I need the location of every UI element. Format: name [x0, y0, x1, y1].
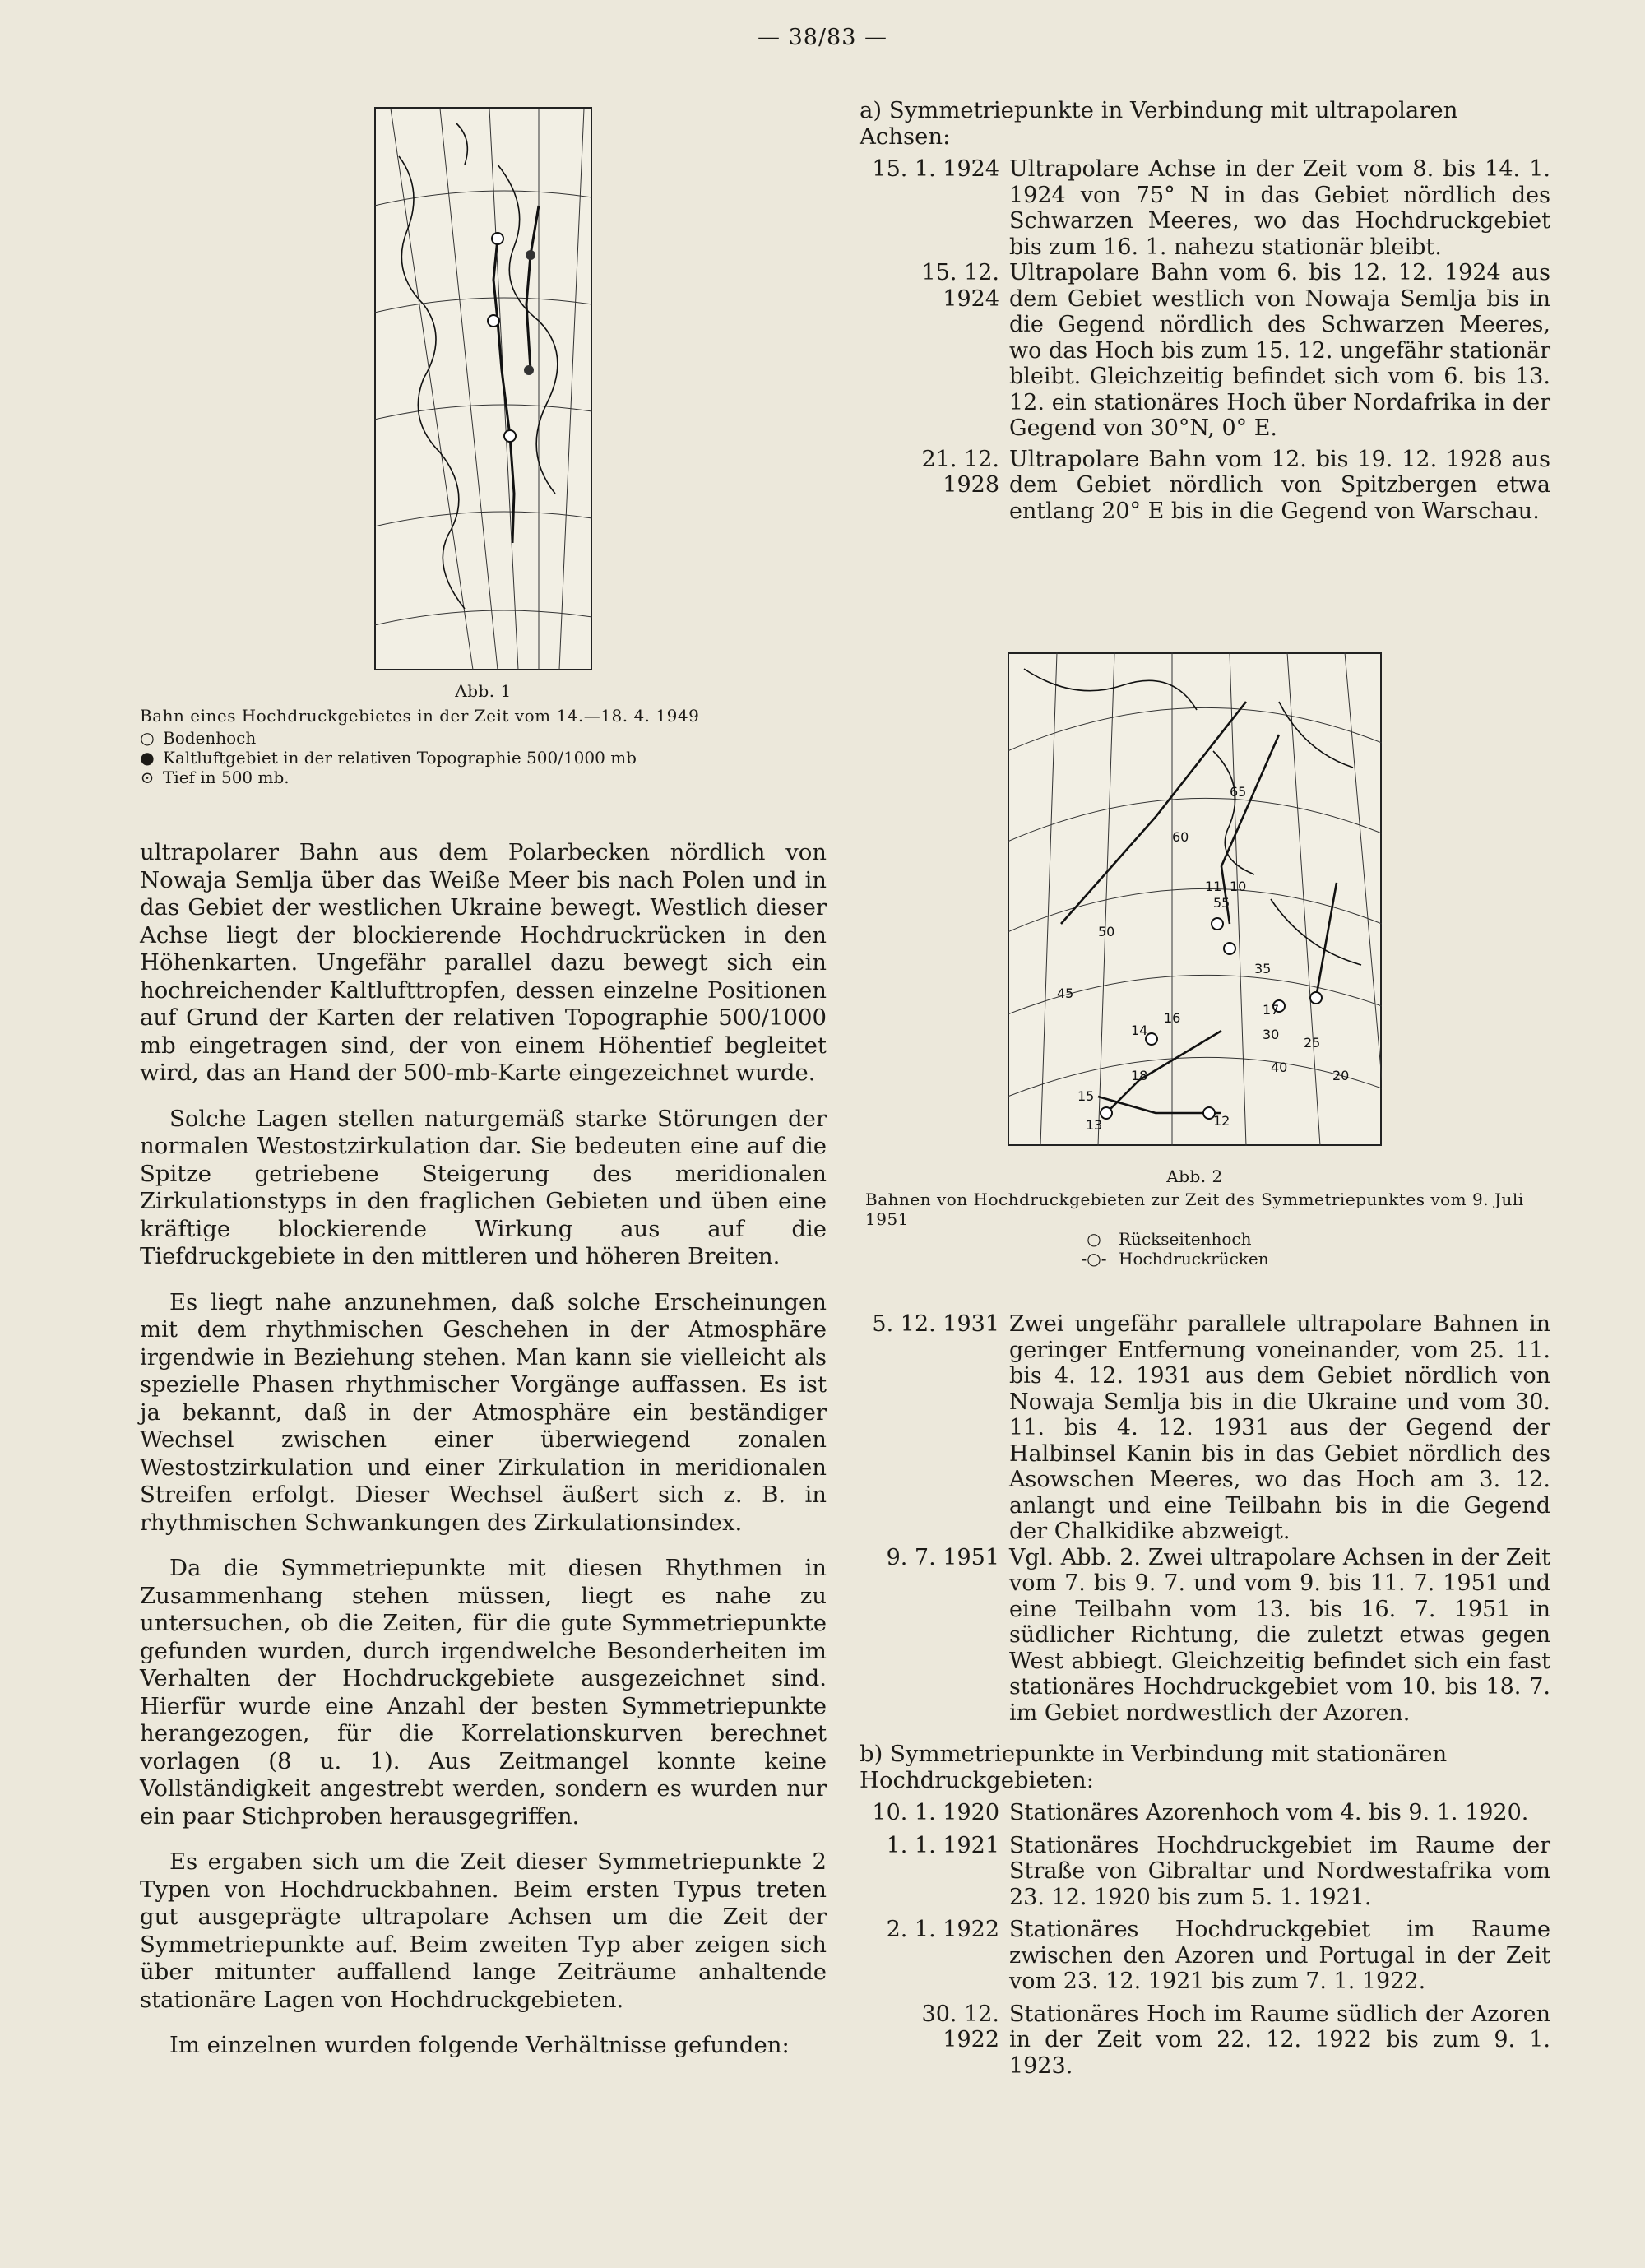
- map-number: 13: [1086, 1117, 1103, 1133]
- legend-text: Kaltluftgebiet in der relativen Topographie 500/1000 mb: [163, 748, 637, 768]
- legend-text: Tief in 500 mb.: [163, 768, 290, 787]
- section-b-heading: b) Symmetriepunkte in Verbindung mit stationären Hochdruckgebieten:: [860, 1741, 1448, 1793]
- figure-2: [1008, 652, 1382, 1146]
- kaltluft-symbol-icon: ●: [140, 748, 155, 768]
- entry-text: Stationäres Azorenhoch vom 4. bis 9. 1. 1920.: [1009, 1800, 1529, 1825]
- entry-text: Stationäres Hoch im Raume südlich der Azoren in der Zeit vom 22. 12. 1922 bis zum 9. 1. 1923.: [1009, 2001, 1550, 2079]
- map-number: 50: [1098, 924, 1115, 939]
- right-column-bottom: [860, 1311, 1550, 2079]
- paragraph: Solche Lagen stellen naturgemäß starke Störungen der normalen Westostzirkulation dar. Sie bedeuten eine auf die Spitze getriebene Steigerung des meridionalen Zirkulationstyps in den fraglichen Gebieten und üben eine kräftige blockierende Wirkung aus auf die Tiefdruckgebiete in den mittleren und höheren Breiten.: [140, 1105, 827, 1269]
- bodenhoch-symbol-icon: ○: [140, 728, 155, 748]
- figure-1-label: Abb. 1: [455, 681, 512, 701]
- map-number: 30: [1263, 1027, 1280, 1042]
- map-number: 20: [1332, 1068, 1350, 1083]
- map-number: 65: [1230, 784, 1247, 800]
- map-number: 55: [1213, 895, 1230, 911]
- legend-item: [140, 728, 831, 748]
- figure-2-caption: Bahnen von Hochdruckgebieten zur Zeit des Symmetriepunktes vom 9. Juli 1951: [865, 1190, 1524, 1229]
- entry-text: Stationäres Hochdruckgebiet im Raume zwischen den Azoren und Portugal in der Zeit vom 23. 12. 1921 bis zum 7. 1. 1922.: [1009, 1917, 1550, 1994]
- entry-date: 15. 12. 1924: [921, 260, 999, 312]
- entry-date: 15. 1. 1924: [872, 156, 999, 182]
- map-number: 45: [1057, 986, 1074, 1001]
- map-number: 17: [1263, 1002, 1280, 1018]
- list-item: [860, 1545, 1550, 1727]
- figure-1-legend: [140, 728, 831, 787]
- list-item: [860, 156, 1550, 260]
- list-item: [860, 260, 1550, 442]
- map-number: 12: [1213, 1113, 1230, 1129]
- list-item: [860, 447, 1550, 525]
- map-number: 18: [1131, 1068, 1148, 1083]
- paragraph: Da die Symmetriepunkte mit diesen Rhythmen in Zusammenhang stehen müssen, liegt es nahe zu untersuchen, ob die Zeiten, für die gute Symmetriepunkte gefunden wurden, durch irgendwelche Besonderheiten im Verhalten der Hochdruckgebiete ausgezeichnet sind. Hierfür wurde eine Anzahl der besten Symmetriepunkte herangezogen, für die Korrelationskurven berechnet vorlagen (8 u. 1). Aus Zeitmangel konnte keine Vollständigkeit angestrebt werden, sondern es wurden nur ein paar Stichproben herausgegriffen.: [140, 1555, 827, 1830]
- entry-date: 9. 7. 1951: [886, 1544, 999, 1570]
- paragraph: ultrapolarer Bahn aus dem Polarbecken nördlich von Nowaja Semlja über das Weiße Meer bis nach Polen und in das Gebiet der westlichen Ukraine bewegt. Westlich dieser Achse liegt der blockierende Hochdruckrücken in den Höhenkarten. Ungefähr parallel dazu bewegt sich ein hochreichender Kaltlufttropfen, dessen einzelne Positionen auf Grund der Karten der relativen Topographie 500/1000 mb eingetragen sind, der von einem Höhentief begleitet wird, das an Hand der 500-mb-Karte eingezeichnet wurde.: [140, 839, 827, 1086]
- legend-text: Hochdruckrücken: [1119, 1249, 1269, 1269]
- rueckseitenhoch-symbol-icon: ○: [1087, 1229, 1101, 1249]
- figure-2-label: Abb. 2: [1166, 1166, 1223, 1186]
- legend-item: [1077, 1249, 1489, 1269]
- map-number: 14: [1131, 1023, 1148, 1038]
- paragraph: Es ergaben sich um die Zeit dieser Symmetriepunkte 2 Typen von Hochdruckbahnen. Beim ersten Typus treten gut ausgeprägte ultrapolare Achsen um die Zeit der Symmetriepunkte auf. Beim zweiten Typ aber zeigen sich über mitunter auffallend lange Zeiträume anhaltende stationäre Lagen von Hochdruckgebieten.: [140, 1848, 827, 2013]
- hochdruckruecken-symbol-icon: -○-: [1081, 1249, 1107, 1269]
- list-item: [860, 1833, 1550, 1911]
- entry-text: Zwei ungefähr parallele ultrapolare Bahnen in geringer Entfernung voneinander, vom 25. 11. bis 4. 12. 1931 aus dem Gebiet nördlich von Nowaja Semlja bis in die Ukraine und vom 30. 11. bis 4. 12. 1931 aus der Gegend der Halbinsel Kanin bis in das Gebiet nördlich des Asowschen Meeres, wo das Hoch am 3. 12. anlangt und eine Teilbahn bis in die Gegend der Chalkidike abzweigt.: [1009, 1311, 1550, 1544]
- map-number: 60: [1172, 829, 1189, 845]
- entry-text: Ultrapolare Bahn vom 6. bis 12. 12. 1924 aus dem Gebiet westlich von Nowaja Semlja bis in die Gegend nördlich des Schwarzen Meeres, wo das Hoch bis zum 15. 12. ungefähr stationär bleibt. Gleichzeitig befindet sich vom 6. bis 13. 12. ein stationäres Hoch über Nordafrika in der Gegend von 30°N, 0° E.: [1009, 260, 1550, 441]
- map-number: 40: [1271, 1060, 1288, 1075]
- paragraph: Es liegt nahe anzunehmen, daß solche Erscheinungen mit dem rhythmischen Geschehen in der Atmosphäre irgendwie in Beziehung stehen. Man kann sie vielleicht als spezielle Phasen rhythmischer Vorgänge auffassen. Es ist ja bekannt, daß in der Atmosphäre ein beständiger Wechsel zwischen einer überwiegend zonalen Westostzirkulation und einer Zirkulation in meridionalen Streifen erfolgt. Dieser Wechsel äußert sich z. B. in rhythmischen Schwankungen des Zirkulationsindex.: [140, 1288, 827, 1536]
- section-a-heading: a) Symmetriepunkte in Verbindung mit ultrapolaren Achsen:: [860, 97, 1458, 150]
- map-number: 16: [1164, 1010, 1181, 1026]
- entry-date: 1. 1. 1921: [886, 1832, 999, 1858]
- figure-2-legend: [1077, 1229, 1489, 1269]
- legend-text: Bodenhoch: [163, 728, 257, 748]
- figure-1-caption: Bahn eines Hochdruckgebietes in der Zeit vom 14.—18. 4. 1949: [140, 706, 700, 726]
- map-number: 11: [1205, 879, 1222, 894]
- map-number: 15: [1077, 1088, 1095, 1104]
- page-number: — 38/83 —: [758, 25, 887, 50]
- right-column-top: [860, 97, 1550, 524]
- entry-text: Vgl. Abb. 2. Zwei ultrapolare Achsen in der Zeit vom 7. bis 9. 7. und vom 9. bis 11. 7. 1951 und eine Teilbahn vom 13. bis 16. 7. 1951 in südlicher Richtung, die zuletzt etwas gegen West abbiegt. Gleichzeitig befindet sich ein fast stationäres Hochdruckgebiet vom 10. bis 18. 7. im Gebiet nordwestlich der Azoren.: [1009, 1544, 1550, 1726]
- entry-text: Ultrapolare Achse in der Zeit vom 8. bis 14. 1. 1924 von 75° N in das Gebiet nördlich des Schwarzen Meeres, wo das Hochdruckgebiet bis zum 16. 1. nahezu stationär bleibt.: [1009, 156, 1550, 260]
- figure-2-map: [1008, 652, 1382, 1146]
- paragraph: Im einzelnen wurden folgende Verhältnisse gefunden:: [169, 2032, 790, 2058]
- legend-item: [140, 748, 831, 768]
- entry-date: 5. 12. 1931: [872, 1311, 999, 1337]
- entry-date: 21. 12. 1928: [921, 446, 999, 498]
- entry-text: Ultrapolare Bahn vom 12. bis 19. 12. 1928 aus dem Gebiet nördlich von Spitzbergen etwa entlang 20° E bis in die Gegend von Warschau.: [1009, 446, 1550, 524]
- entry-date: 10. 1. 1920: [872, 1800, 999, 1825]
- list-item: [860, 1311, 1550, 1545]
- map-number: 35: [1254, 961, 1272, 976]
- entry-text: Stationäres Hochdruckgebiet im Raume der Straße von Gibraltar und Nordwestafrika vom 23. 12. 1920 bis zum 5. 1. 1921.: [1009, 1832, 1550, 1910]
- entry-date: 2. 1. 1922: [886, 1917, 999, 1942]
- legend-item: [1077, 1229, 1489, 1249]
- map-number: 25: [1304, 1035, 1321, 1051]
- figure-1: [374, 107, 592, 670]
- figure-1-map: [374, 107, 592, 670]
- list-item: [860, 1800, 1550, 1826]
- entry-date: 30. 12. 1922: [921, 2001, 999, 2052]
- tief-symbol-icon: ⊙: [140, 768, 155, 787]
- list-item: [860, 1917, 1550, 1995]
- legend-text: Rückseitenhoch: [1119, 1229, 1252, 1249]
- legend-item: [140, 768, 831, 787]
- list-item: [860, 2001, 1550, 2080]
- map-number: 10: [1230, 879, 1247, 894]
- left-column: [140, 839, 827, 2078]
